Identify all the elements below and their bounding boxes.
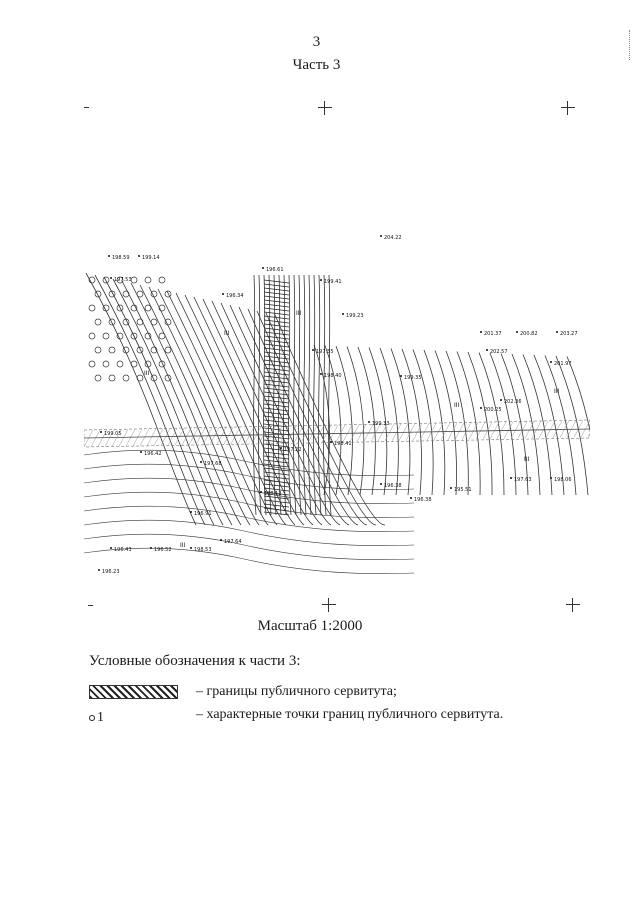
hatch-stroke [264,380,289,383]
contour-line [84,478,414,504]
spot-height-dot [330,441,332,443]
elevation-label: 197.68 [204,461,222,467]
elevation-label: 196.38 [414,497,432,503]
hatch-stroke [264,388,289,391]
elevation-label: 200.82 [520,331,538,337]
elevation-label: 196.61 [266,267,284,273]
vegetation-circle [137,319,143,325]
servitude-hatch-stroke [91,430,100,447]
contour-line [268,275,271,515]
contour-line [303,275,306,515]
contour-line [113,279,223,525]
hatch-stroke [264,428,289,431]
scale-label: Масштаб 1:2000 [257,618,363,634]
contour-class-label: III [144,370,150,377]
elevation-label: 198.06 [554,477,572,483]
servitude-hatch-stroke [140,429,149,446]
elevation-label: 202.57 [490,349,508,355]
legend-item-text: – границы публичного сервитута; [196,684,397,699]
vegetation-circle [165,347,171,353]
spot-height-dot [138,255,140,257]
spot-height-dot [98,569,100,571]
spot-height-dot [480,331,482,333]
spot-height-dot [190,547,192,549]
contour-class-label: III [296,310,302,317]
spot-height-dot [516,331,518,333]
legend-item-boundary [89,684,397,700]
servitude-hatch-stroke [84,430,93,447]
spot-height-dot [320,279,322,281]
contour-line [278,275,281,515]
hatch-stroke [264,324,289,327]
vegetation-circle [89,305,95,311]
contour-line [95,275,205,525]
contour-line [402,349,422,495]
contour-line [84,450,414,476]
hatch-stroke [264,360,289,363]
hatch-stroke [264,312,289,315]
hatch-stroke [264,376,289,379]
vegetation-circle [89,361,95,367]
topographic-map [84,225,590,615]
contour-class-label: III [224,330,230,337]
vegetation-circle [123,291,129,297]
contour-line [545,356,576,496]
elevation-label: 198.40 [324,373,342,379]
spot-height-dot [342,313,344,315]
elevation-label: 197.53 [114,277,132,283]
elevation-label: 203.27 [560,331,578,337]
elevation-label: 196.38 [384,483,402,489]
contour-line [556,356,588,495]
vegetation-circle [117,333,123,339]
hatch-stroke [264,472,289,475]
hatch-stroke [264,320,289,323]
elevation-label: 198.41 [334,441,352,447]
vegetation-circle [95,291,101,297]
elevation-label: 197.55 [316,349,334,355]
spot-height-dot [368,421,370,423]
spot-height-dot [556,331,558,333]
contour-class-label: III [554,388,560,395]
spot-height-dot [260,491,262,493]
elevation-label: 198.59 [112,255,130,261]
elevation-label: 196.43 [114,547,132,553]
hatch-stroke [264,328,289,331]
registration-cross-mark [561,101,575,115]
elevation-label: 199.05 [104,431,122,437]
elevation-label: 199.35 [404,375,422,381]
vegetation-circle [145,277,151,283]
spot-height-dot [550,361,552,363]
contour-line [328,275,331,515]
elevation-label: 204.22 [384,235,402,241]
contour-class-label: III [454,402,460,409]
page-edge-artifact [629,30,633,60]
contour-line [84,548,414,574]
corner-dash-mark [84,107,89,108]
elevation-label: 199.23 [346,313,364,319]
contour-line [158,289,268,525]
hatch-stroke [264,384,289,387]
spot-height-dot [380,235,382,237]
spot-height-dot [262,267,264,269]
spot-height-dot [110,547,112,549]
spot-height-dot [510,477,512,479]
elevation-label: 201.37 [484,331,502,337]
contour-line [84,506,414,532]
spot-height-dot [500,399,502,401]
spot-height-dot [220,539,222,541]
vegetation-circle [117,361,123,367]
legend-symbol-point [89,708,184,725]
hatch-stroke [264,400,289,403]
elevation-label: 197.22 [284,447,302,453]
spot-height-dot [200,461,202,463]
contour-line [391,349,410,496]
hatch-stroke [264,392,289,395]
vegetation-circle [151,319,157,325]
part-title: Часть 3 [292,57,341,73]
hatch-stroke [264,280,289,283]
hatch-stroke [264,348,289,351]
spot-height-dot [222,293,224,295]
elevation-label: 196.23 [102,569,120,575]
hatch-stroke [264,300,289,303]
hatch-stroke [264,364,289,367]
hatch-stroke [264,308,289,311]
contour-line [86,273,196,525]
spot-height-dot [110,277,112,279]
hatch-stroke [264,296,289,299]
vegetation-circle [89,333,95,339]
map-canvas [84,225,590,615]
vegetation-circle [165,319,171,325]
contour-line [84,534,414,560]
contour-line [313,275,316,515]
contour-lines [84,273,590,574]
elevation-label: 197.64 [224,539,242,545]
vegetation-circle [165,291,171,297]
hatch-stroke [264,340,289,343]
elevation-label: 197.63 [514,477,532,483]
contour-line [273,275,276,515]
contour-line [323,275,326,515]
elevation-label: 200.25 [484,407,502,413]
point-circle-icon [89,715,95,721]
elevation-label: 199.14 [142,255,160,261]
elevation-label: 201.97 [554,361,572,367]
elevation-label: 196.34 [226,293,244,299]
spot-height-dot [312,349,314,351]
vegetation-circle [145,333,151,339]
spot-height-dot [400,375,402,377]
servitude-hatch-stroke [126,429,135,446]
elevation-label: 196.52 [154,547,172,553]
contour-line [424,350,445,495]
point-number: 1 [97,710,104,725]
hatch-stroke [264,292,289,295]
hatch-stroke [264,484,289,487]
contour-line [501,354,528,496]
servitude-hatch-stroke [133,429,142,446]
vegetation-circle [137,375,143,381]
vegetation-circle [103,361,109,367]
registration-cross-mark [318,101,332,115]
contour-line [413,350,433,496]
contour-line [122,281,232,525]
vegetation-circle [131,277,137,283]
vegetation-circle [95,375,101,381]
spot-height-dot [108,255,110,257]
elevation-label: 198.53 [194,547,212,553]
contour-line [167,291,277,525]
spot-height-dot [280,447,282,449]
contour-line [84,464,414,490]
hatch-stroke [264,464,289,467]
vegetation-symbols [89,277,171,381]
contour-line [347,347,364,496]
legend-item-points [89,707,503,723]
hatch-stroke [264,480,289,483]
elevation-label: 196.42 [144,451,162,457]
spot-height-dot [140,451,142,453]
hatch-stroke [264,512,289,515]
spot-height-dot [380,483,382,485]
spot-height-dot [480,407,482,409]
servitude-axis-line [84,429,590,438]
contour-line [512,354,540,495]
contour-line [104,277,214,525]
vegetation-circle [109,375,115,381]
contour-line [84,492,414,518]
elevation-label: 195.51 [454,487,472,493]
hatch-stroke [264,344,289,347]
vegetation-circle [159,333,165,339]
contour-line [567,357,590,496]
vegetation-circle [131,361,137,367]
hatch-stroke [264,288,289,291]
elevation-label: 202.36 [504,399,522,405]
elevation-label: 199.41 [324,279,342,285]
vegetation-circle [109,347,115,353]
spot-height-dot [100,431,102,433]
spot-height-dot [550,477,552,479]
page-number: 3 [312,34,321,50]
vegetation-circle [103,333,109,339]
hatch-stroke [264,412,289,415]
hatch-stroke [264,396,289,399]
vegetation-circle [137,291,143,297]
contour-line [149,287,259,525]
hatch-stroke [264,304,289,307]
elevation-label: 198.12 [264,491,282,497]
contour-line [490,353,516,495]
vegetation-circle [159,277,165,283]
contour-class-label: III [524,456,530,463]
legend-item-text: – характерные точки границ публичного сервитута. [196,707,504,722]
hatch-stroke [264,416,289,419]
vegetation-circle [123,375,129,381]
vegetation-circle [145,305,151,311]
vegetation-circle [95,347,101,353]
spot-height-dot [320,373,322,375]
vegetation-circle [95,319,101,325]
elevation-label: 196.91 [194,511,212,517]
spot-height-dot [450,487,452,489]
spot-height-dot [150,547,152,549]
spot-height-dot [190,511,192,513]
hatch-stroke [264,284,289,287]
contour-line [336,346,352,495]
legend-symbol-hatch [89,685,184,699]
legend-title: Условные обозначения к части 3: [89,653,301,669]
hatched-band-swatch [89,685,178,699]
spot-height-dot [410,497,412,499]
contour-class-label: III [180,542,186,549]
elevation-label: 199.33 [372,421,390,427]
spot-height-dot [486,349,488,351]
